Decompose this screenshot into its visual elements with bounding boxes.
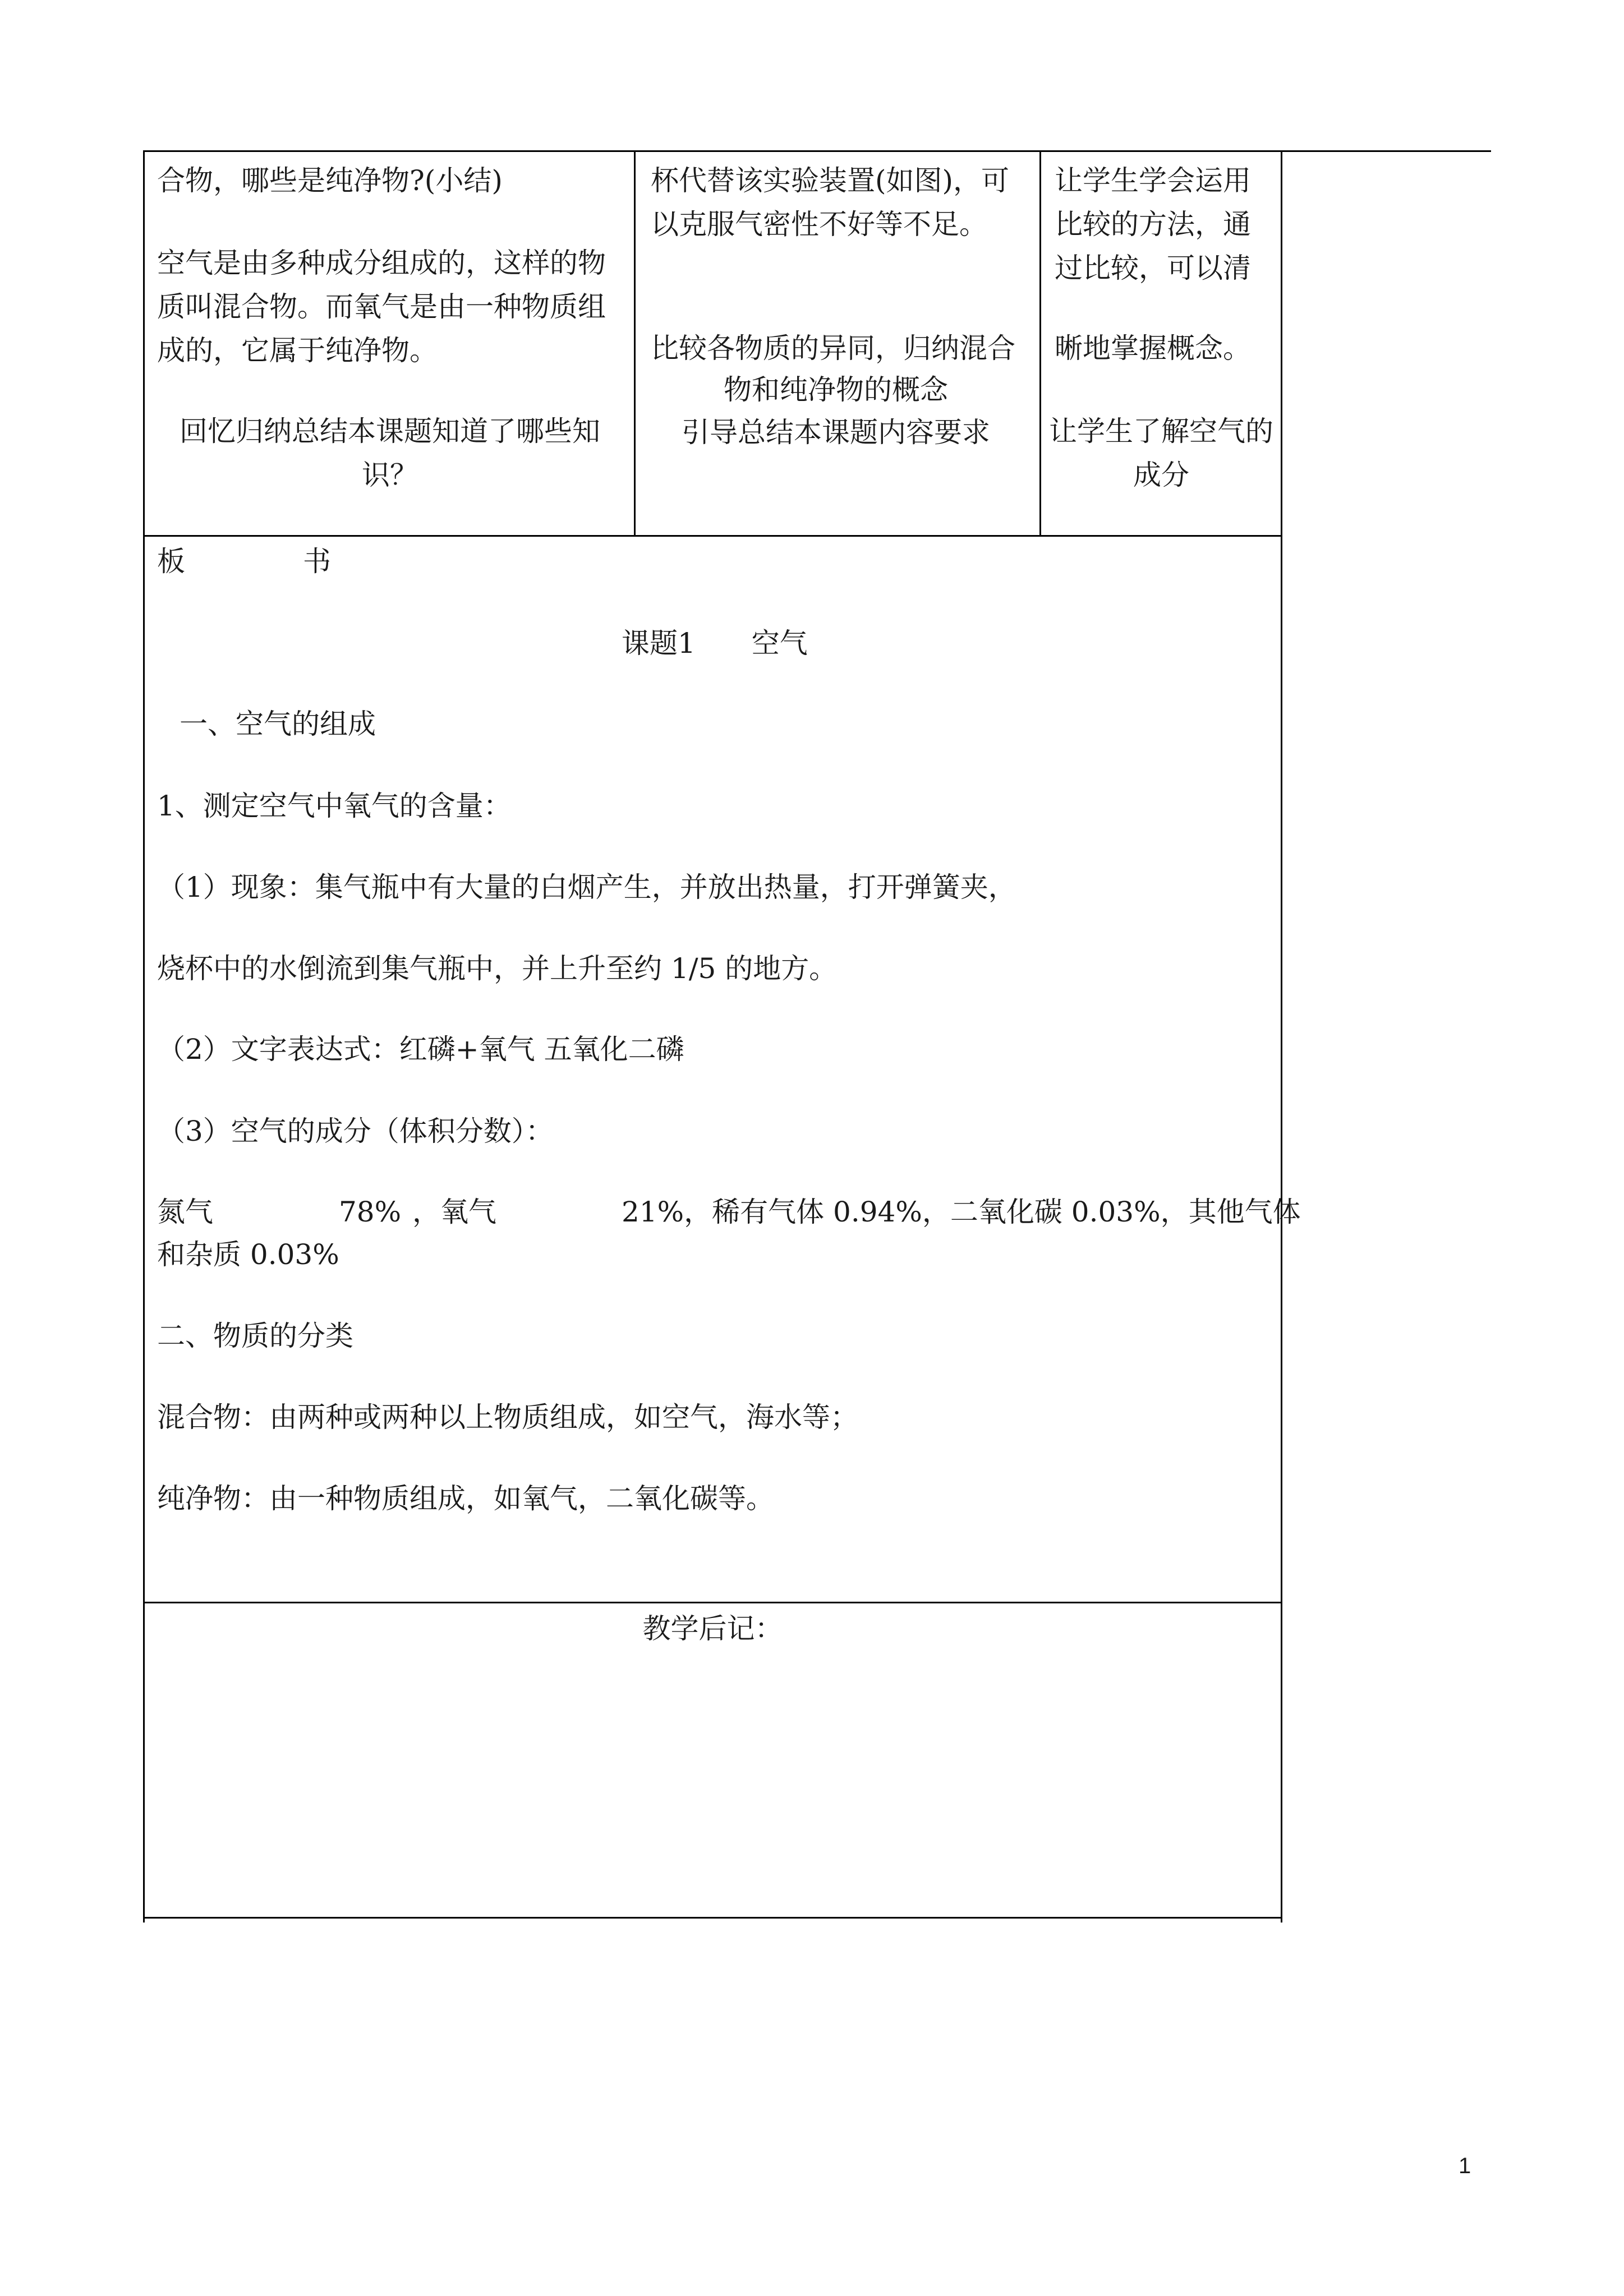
col-divider-2 (1039, 150, 1041, 536)
col1-para3: 回忆归纳总结本课题知道了哪些知识？ (180, 415, 600, 491)
composition-nitrogen: 氮气 (157, 1196, 213, 1228)
board-label-b: 书 (303, 545, 331, 578)
col2-line2a: 比较各物质的异同，归纳混合 (651, 332, 1015, 365)
board-section1: 一、空气的组成 (180, 708, 376, 740)
board-expression: （2）文字表达式：红磷+氧气 五氧化二磷 (157, 1033, 684, 1066)
board-section2: 二、物质的分类 (157, 1320, 353, 1352)
table-right-border (1281, 150, 1282, 1922)
col2-para1: 杯代替该实验装置(如图)，可以克服气密性不好等不足。 (651, 164, 1010, 241)
board-mixture: 混合物：由两种或两种以上物质组成，如空气，海水等； (157, 1401, 858, 1433)
col3-line2: 晰地掌握概念。 (1055, 332, 1251, 365)
row-divider-2 (143, 1602, 1282, 1603)
table-bottom-border (143, 1917, 1282, 1919)
row-divider-1 (143, 535, 1282, 537)
table-left-border (143, 150, 145, 1922)
col-divider-1 (634, 150, 636, 536)
page-number: 1 (1459, 2154, 1471, 2178)
board-pure: 纯净物：由一种物质组成，如氧气，二氧化碳等。 (157, 1482, 774, 1515)
board-phenomenon-2: 烧杯中的水倒流到集气瓶中，并上升至约 1/5 的地方。 (157, 952, 838, 985)
col2-line2b: 物和纯净物的概念 (724, 374, 948, 406)
col1-line1: 合物，哪些是纯净物?(小结) (157, 164, 503, 197)
col2-line3: 引导总结本课题内容要求 (682, 416, 990, 449)
board-composition-label: （3）空气的成分（体积分数）： (157, 1115, 554, 1147)
col3-para1: 让学生学会运用比较的方法，通过比较，可以清 (1055, 164, 1251, 284)
composition-sep: ，氧气 (412, 1196, 496, 1228)
composition-nitrogen-pct: 78% (339, 1196, 402, 1228)
top-border-line (143, 150, 1491, 152)
board-phenomenon-1: （1）现象：集气瓶中有大量的白烟产生，并放出热量，打开弹簧夹， (157, 871, 1016, 903)
composition-line2: 和杂质 0.03% (157, 1238, 339, 1271)
composition-oxygen-rest: 21%，稀有气体 0.94%，二氧化碳 0.03%，其他气体 (622, 1196, 1301, 1228)
board-item1: 1、测定空气中氧气的含量： (157, 790, 512, 822)
board-title: 课题1 空气 (622, 627, 808, 660)
postscript-title: 教学后记： (642, 1612, 783, 1645)
col1-para2: 空气是由多种成分组成的，这样的物质叫混合物。而氧气是由一种物质组成的，它属于纯净物。 (157, 247, 606, 367)
board-label-a: 板 (157, 545, 185, 578)
col3-para3: 让学生了解空气的成分 (1049, 415, 1273, 491)
